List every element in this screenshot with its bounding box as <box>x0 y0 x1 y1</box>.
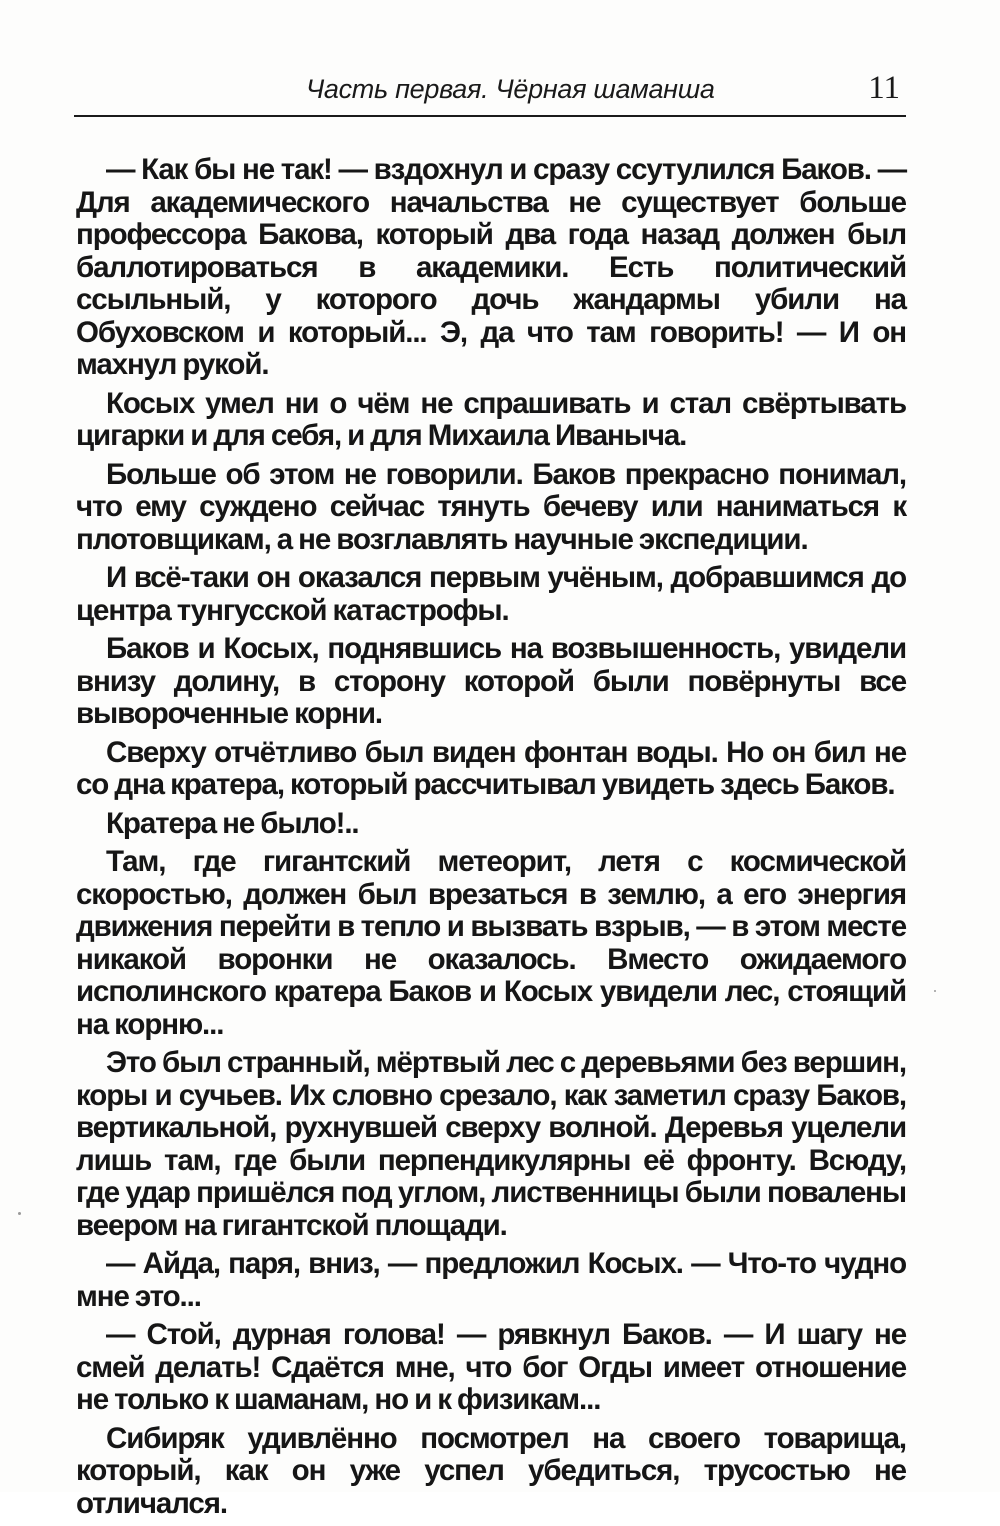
paragraph: Косых умел ни о чём не спрашивать и стал свёртывать цигарки и для себя, и для Михаила Иваныча. <box>76 386 906 452</box>
body-text <box>76 154 906 1526</box>
scan-speck <box>934 990 936 992</box>
paragraph: Сверху отчётливо был виден фонтан воды. Но он бил не со дна кратера, который рассчитывал увидеть здесь Баков. <box>76 735 906 801</box>
scan-speck <box>18 1212 21 1215</box>
paragraph: Баков и Косых, поднявшись на возвышенность, увидели внизу долину, в сторону которой были повёрнуты все вывороченные корни. <box>76 632 906 730</box>
running-head <box>74 66 906 108</box>
page-number: 11 <box>868 70 900 106</box>
paragraph: — Как бы не так! — вздохнул и сразу ссутулился Баков. — Для академического начальства не существует больше профессора Бакова, который два года назад должен был баллотироваться в академики. Есть политический ссыльный, у которого дочь жандармы убили на Обуховском и который... Э, да что там говорить! — И он махнул рукой. <box>76 153 906 381</box>
paragraph: И всё-таки он оказался первым учёным, добравшимся до центра тунгусской катастрофы. <box>76 561 906 627</box>
paragraph: Кратера не было!.. <box>106 806 359 840</box>
paragraph: — Стой, дурная голова! — рявкнул Баков. — И шагу не смей делать! Сдаётся мне, что бог Огды имеет отношение не только к шаманам, но и к физикам... <box>76 1318 906 1416</box>
paragraph: Больше об этом не говорили. Баков прекрасно понимал, что ему суждено сейчас тянуть бечеву или наниматься к плотовщикам, а не возглавлять научные экспедиции. <box>76 457 906 556</box>
paragraph: Сибиряк удивлённо посмотрел на своего товарища, который, как он уже успел убедиться, трусостью не отличался. <box>76 1421 906 1520</box>
header-rule <box>74 115 906 117</box>
paragraph: Это был странный, мёртвый лес с деревьями без вершин, коры и сучьев. Их словно срезало, как заметил сразу Баков, вертикальной, рухнувшей сверху волной. Деревья уцелели лишь там, где были перпендикулярны её фронту. Всюду, где удар пришёлся под углом, лиственницы были повалены веером на гигантской площади. <box>76 1046 906 1242</box>
paragraph: — Айда, паря, вниз, — предложил Косых. — Что-то чудно мне это... <box>76 1247 906 1313</box>
paragraph: Там, где гигантский метеорит, летя с космической скоростью, должен был врезаться в землю, а его энергия движения перейти в тепло и вызвать взрыв, — в этом месте никакой воронки не оказалось. Вместо ожидаемого исполинского кратера Баков и Косых увидели лес, стоящий на корню... <box>76 845 906 1041</box>
running-title: Часть первая. Чёрная шаманша <box>306 74 715 104</box>
